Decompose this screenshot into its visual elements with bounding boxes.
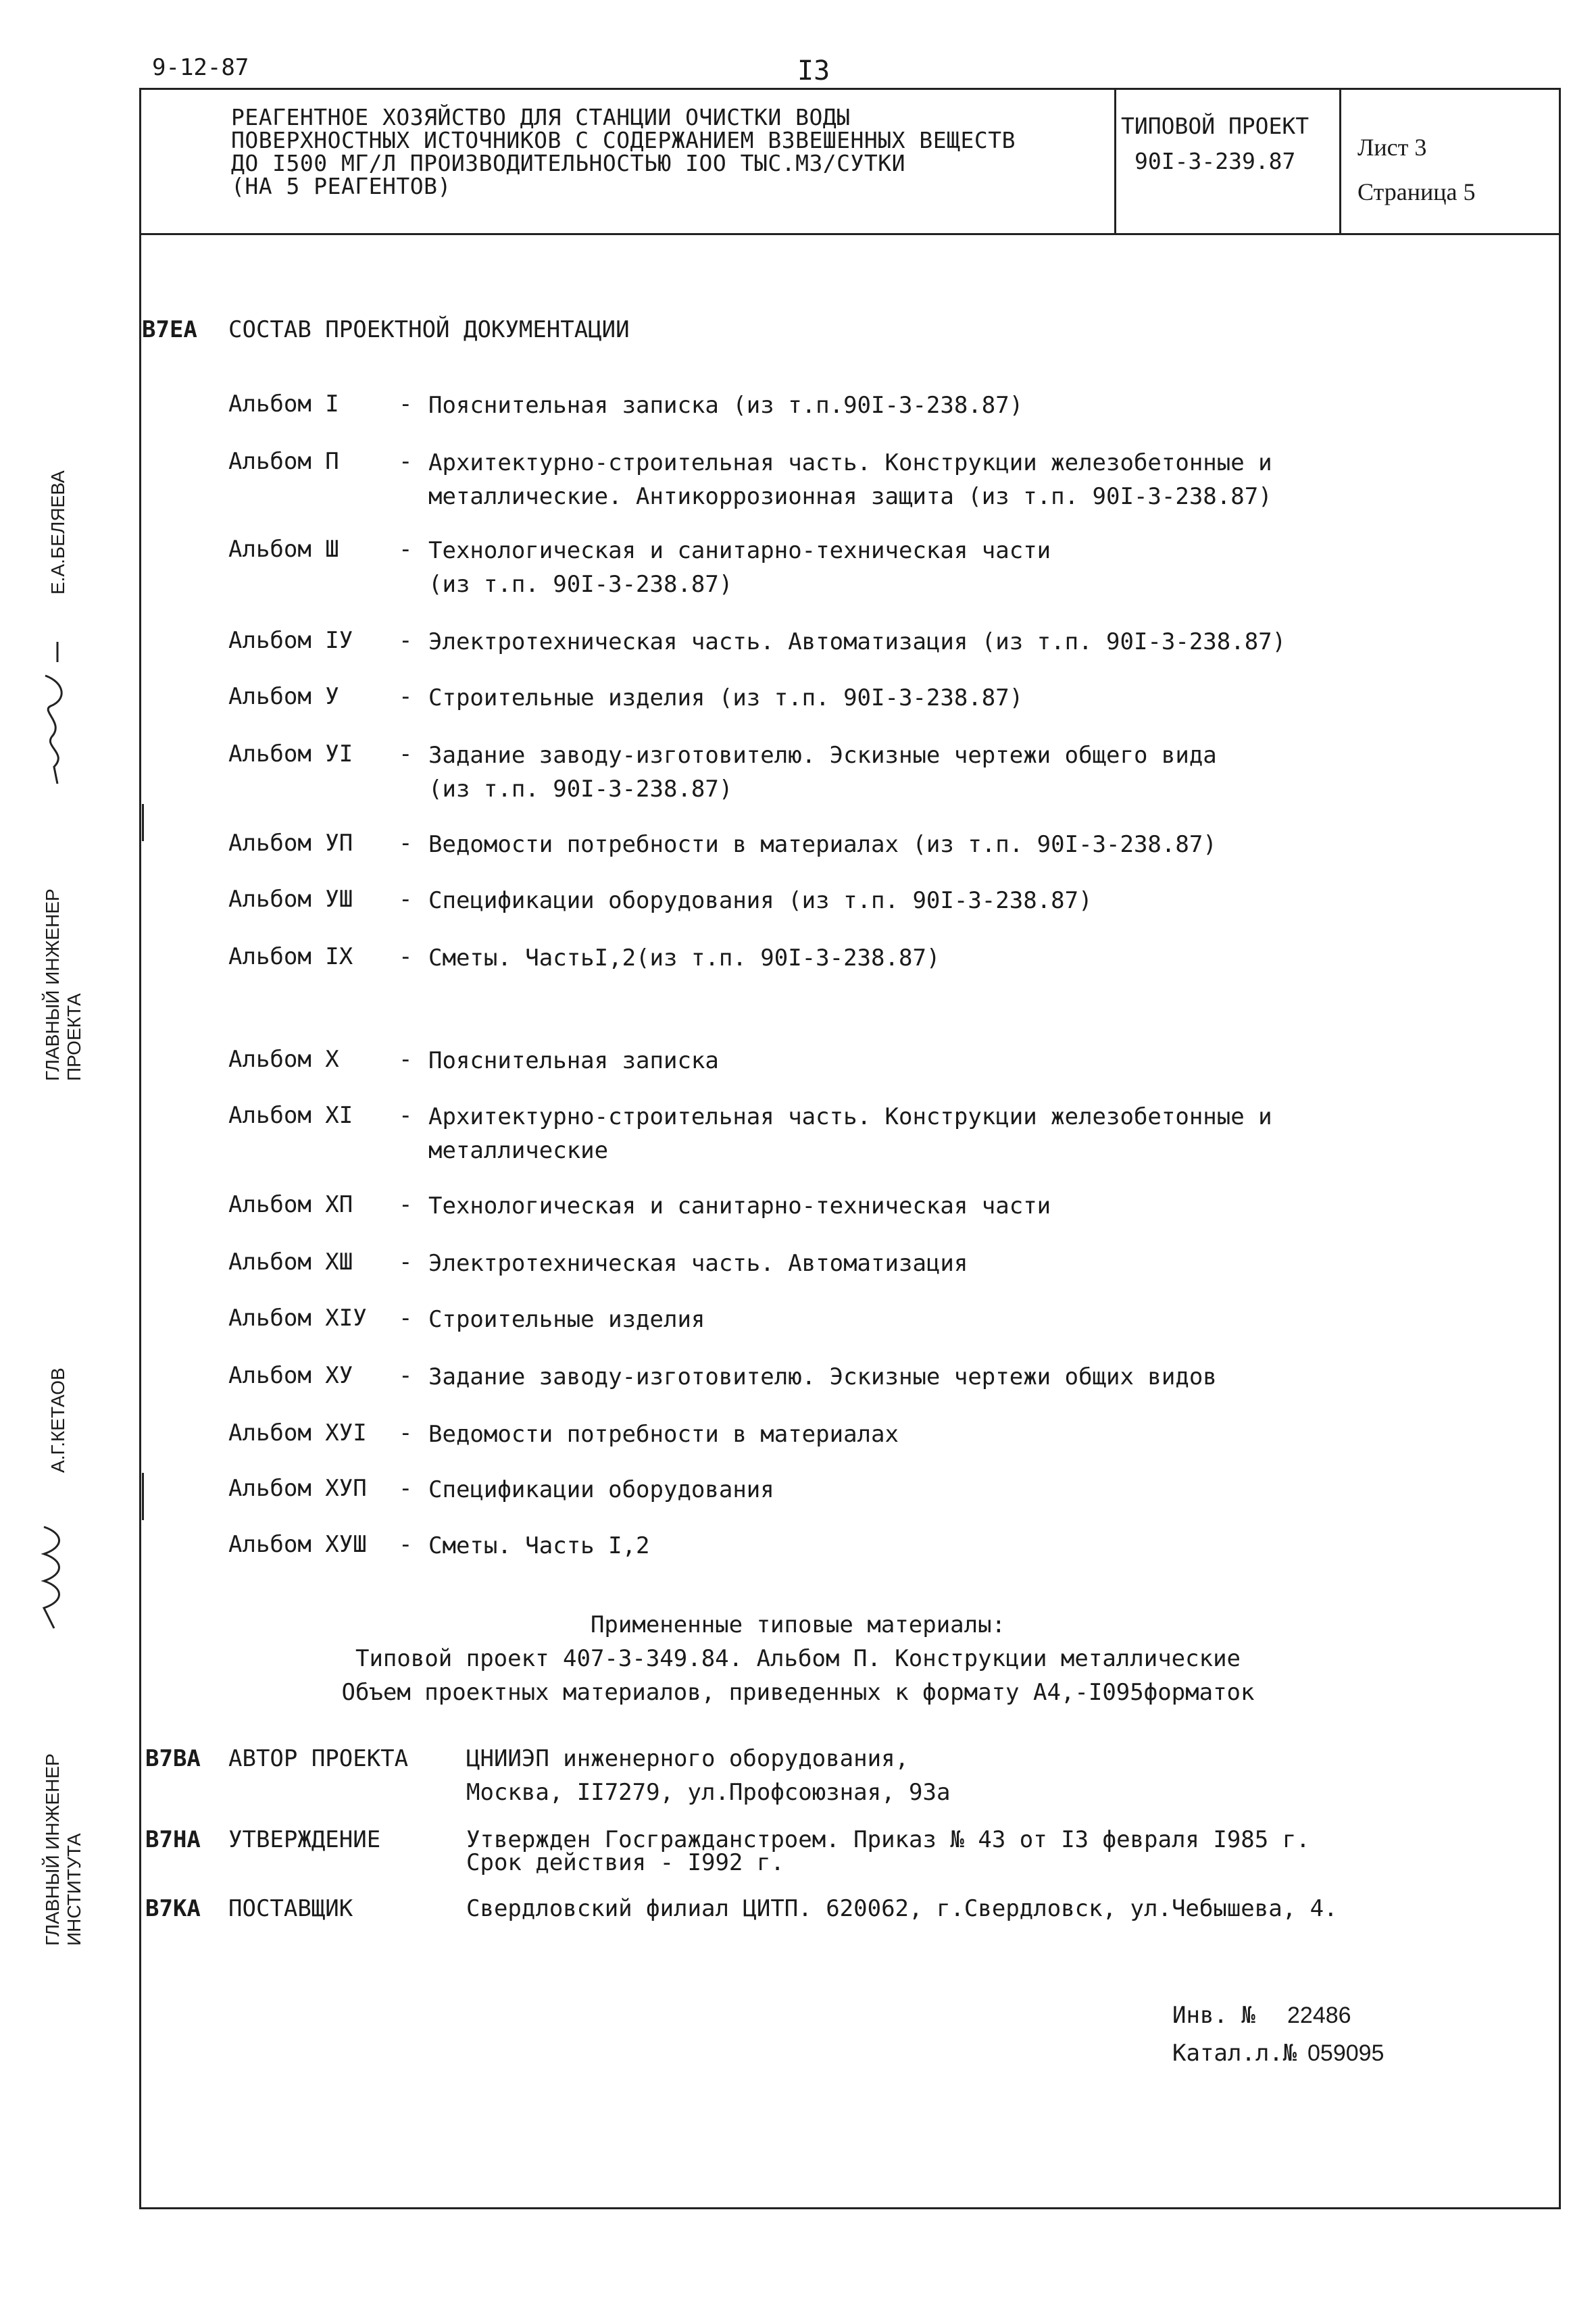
composition-title: СОСТАВ ПРОЕКТНОЙ ДОКУМЕНТАЦИИ [228,316,630,343]
album-name: Альбом Ш [228,536,339,563]
supplier-label: ПОСТАВЩИК [228,1895,353,1922]
stamp-divider [1339,90,1341,233]
album-name: Альбом IУ [228,627,353,654]
author-line-1: ЦНИИЭП инженерного оборудования, [466,1745,909,1772]
stamp-sheet-info [1357,125,1475,214]
title-stamp [141,90,1559,235]
author-code: В7ВА [145,1745,201,1772]
album-name: Альбом XУI [228,1419,367,1447]
album-description: Технологическая и санитарно-техническая части [428,1192,1051,1219]
sidebar-person-1: Е.А.БЕЛЯЕВА [47,470,68,595]
signature-1 [37,635,78,790]
album-dash: - [399,1531,413,1558]
album-description: Сметы. ЧастьI,2(из т.п. 90I-3-238.87) [428,945,941,972]
author-label: АВТОР ПРОЕКТА [228,1745,409,1772]
album-dash: - [399,1102,413,1129]
approval-code: В7НА [145,1826,201,1853]
album-name: Альбом X [228,1046,339,1073]
album-description: металлические. Антикоррозионная защита (из т.п. 90I-3-238.87) [428,483,1272,510]
album-name: Альбом П [228,448,339,475]
album-name: Альбом XШ [228,1249,353,1276]
album-dash: - [399,1046,413,1073]
album-name: Альбом XIУ [228,1305,367,1332]
album-description: Пояснительная записка [428,1047,719,1074]
album-description: Задание заводу-изготовителю. Эскизные чертежи общих видов [428,1363,1217,1390]
author-line-2: Москва, II7279, ул.Профсоюзная, 93а [466,1779,951,1806]
album-description: Электротехническая часть. Автоматизация (из т.п. 90I-3-238.87) [428,628,1287,655]
stamp-title-line: (НА 5 РЕАГЕНТОВ) [231,173,451,199]
stamp-title [231,106,1016,198]
album-name: Альбом XУ [228,1362,353,1389]
album-description: Пояснительная записка (из т.п.90I-3-238.87) [428,392,1024,419]
album-name: Альбом УП [228,830,353,857]
album-description: Ведомости потребности в материалах (из т.п. 90I-3-238.87) [428,831,1217,858]
album-dash: - [399,391,413,418]
album-name: Альбом У [228,683,339,710]
stamp-title-line: РЕАГЕНТНОЕ ХОЗЯЙСТВО ДЛЯ СТАНЦИИ ОЧИСТКИ ВОДЫ [231,104,851,130]
document-date: 9-12-87 [152,54,249,81]
applied-heading: Примененные типовые материалы: [590,1611,1006,1638]
album-description: Спецификации оборудования (из т.п. 90I-3-238.87) [428,887,1093,914]
album-dash: - [399,1362,413,1389]
catalog-label: Катал.л.№ [1172,2040,1297,2067]
album-name: Альбом IX [228,943,353,970]
sheet-label: Лист 3 [1357,134,1427,161]
catalog-number: 059095 [1307,2040,1385,2066]
album-name: Альбом XУП [228,1475,367,1502]
approval-line-2: Срок действия - I992 г. [466,1849,784,1876]
album-name: Альбом I [228,391,339,418]
approval-label: УТВЕРЖДЕНИЕ [228,1826,381,1853]
stamp-title-line: ПОВЕРХНОСТНЫХ ИСТОЧНИКОВ С СОДЕРЖАНИЕМ ВЗВЕШЕННЫХ ВЕЩЕСТВ [231,127,1016,153]
sidebar-person-2: А.Г.КЕТАОВ [47,1367,68,1473]
album-dash: - [399,1305,413,1332]
album-description: Строительные изделия (из т.п. 90I-3-238.87) [428,684,1024,711]
applied-line-2: Объем проектных материалов, приведенных к формату А4,-I095форматок [341,1679,1255,1706]
page-number: I3 [797,55,830,86]
album-dash: - [399,830,413,857]
album-dash: - [399,448,413,475]
album-description: Технологическая и санитарно-техническая части [428,537,1051,564]
supplier-code: В7КА [145,1895,201,1922]
approval-line-1: Утвержден Госгражданстроем. Приказ № 43 от I3 февраля I985 г. [466,1826,1310,1853]
album-description: Ведомости потребности в материалах [428,1421,899,1448]
album-description: Задание заводу-изготовителю. Эскизные чертежи общего вида [428,742,1217,769]
album-name: Альбом УШ [228,886,353,913]
supplier-line-1: Свердловский филиал ЦИТП. 620062, г.Свердловск, ул.Чебышева, 4. [466,1895,1338,1922]
stamp-project [1121,109,1309,179]
applied-line-1: Типовой проект 407-3-349.84. Альбом П. Конструкции металлические [355,1645,1241,1672]
page-label: Страница 5 [1357,178,1476,205]
album-dash: - [399,1475,413,1502]
sidebar-role-2: ГЛАВНЫЙ ИНЖЕНЕР ИНСТИТУТА [42,1753,84,1946]
stamp-title-line: ДО I500 МГ/Л ПРОИЗВОДИТЕЛЬНОСТЬЮ IOO ТЫС.М3/СУТКИ [231,150,906,176]
album-dash: - [399,1191,413,1218]
inventory-number: 22486 [1287,2003,1351,2028]
album-description: Архитектурно-строительная часть. Конструкции железобетонные и [428,449,1272,476]
composition-code: В7ЕА [142,316,197,343]
project-type: ТИПОВОЙ ПРОЕКТ [1121,113,1310,139]
album-description: Электротехническая часть. Автоматизация [428,1250,968,1277]
album-dash: - [399,536,413,563]
album-description: Строительные изделия [428,1306,705,1333]
inventory-label: Инв. № [1172,2002,1255,2029]
album-description: (из т.п. 90I-3-238.87) [428,776,733,803]
album-dash: - [399,886,413,913]
album-name: Альбом УI [228,740,353,768]
stamp-divider [1114,90,1116,233]
album-name: Альбом XП [228,1191,353,1218]
album-dash: - [399,943,413,970]
album-dash: - [399,740,413,768]
album-description: (из т.п. 90I-3-238.87) [428,571,733,598]
album-description: Архитектурно-строительная часть. Конструкции железобетонные и [428,1103,1272,1130]
project-number: 90I-3-239.87 [1134,148,1296,174]
album-name: Альбом XУШ [228,1531,367,1558]
album-dash: - [399,683,413,710]
album-dash: - [399,627,413,654]
sidebar-role-1: ГЛАВНЫЙ ИНЖЕНЕР ПРОЕКТА [42,888,84,1081]
album-dash: - [399,1419,413,1447]
album-name: Альбом XI [228,1102,353,1129]
album-description: металлические [428,1137,609,1164]
album-dash: - [399,1249,413,1276]
album-description: Сметы. Часть I,2 [428,1532,650,1559]
album-description: Спецификации оборудования [428,1476,774,1503]
